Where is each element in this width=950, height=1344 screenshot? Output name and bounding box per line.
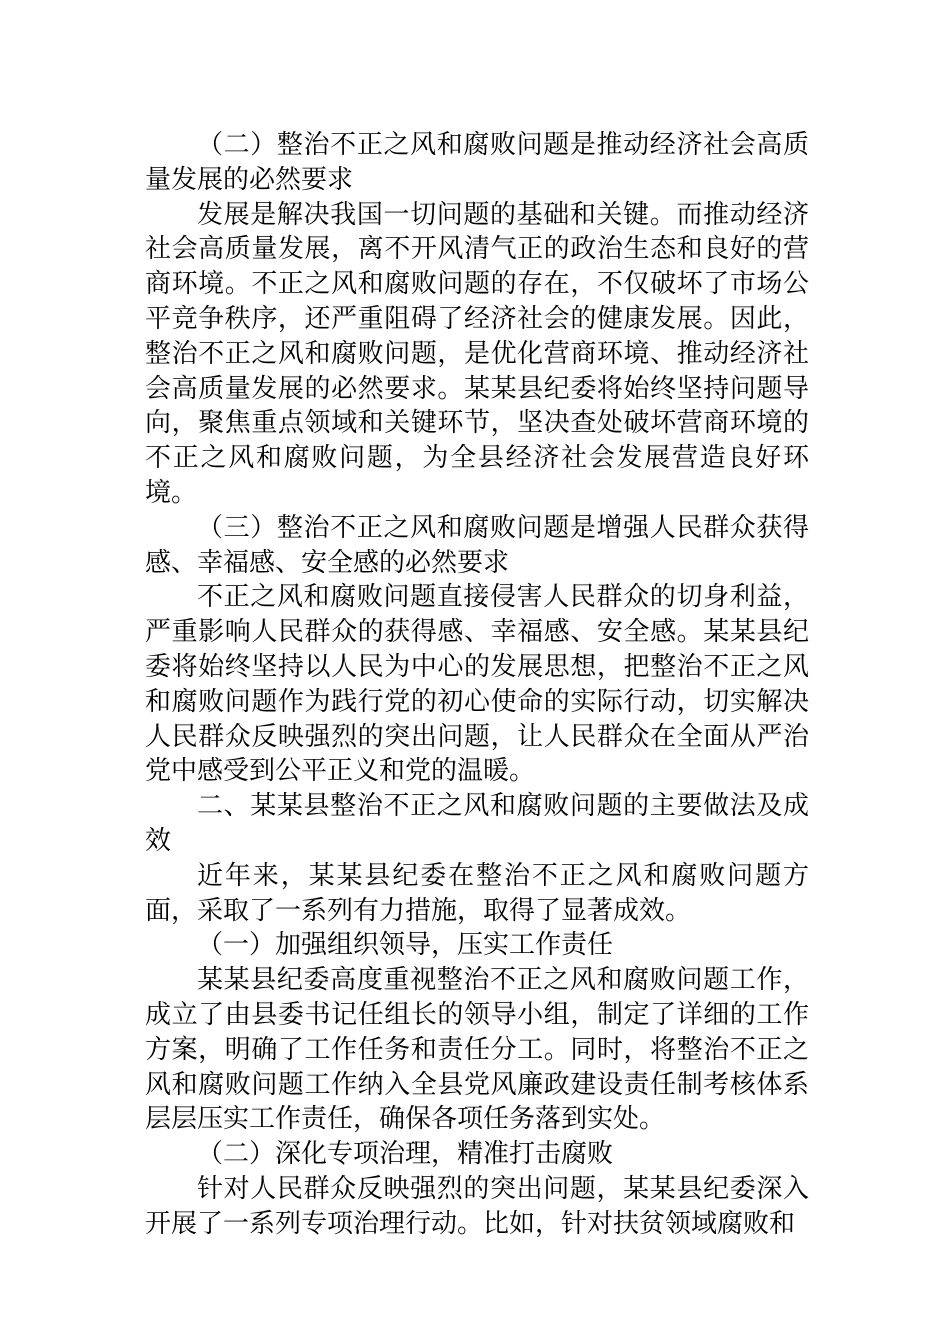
section-subheading-2b: （二）深化专项治理，精准打击腐败 [197,1139,614,1170]
body-paragraph: 针对人民群众反映强烈的突出问题，某某县纪委深入开展了一系列专项治理行动。比如，针对扶贫领域腐败和 [145,1173,809,1239]
section-subheading-1: （一）加强组织领导，压实工作责任 [197,930,614,961]
document-page [145,128,809,1242]
section-subheading-2: （二）整治不正之风和腐败问题是推动经济社会高质量发展的必然要求 [145,130,809,195]
section-subheading-3: （三）整治不正之风和腐败问题是增强人民群众获得感、幸福感、安全感的必然要求 [145,512,809,578]
body-paragraph: 发展是解决我国一切问题的基础和关键。而推动经济社会高质量发展，离不开风清气正的政治生态和良好的营商环境。不正之风和腐败问题的存在，不仅破坏了市场公平竞争秩序，还严重阻碍了经济社会的健康发展。因此，整治不正之风和腐败问题，是优化营商环境、推动经济社会高质量发展的必然要求。某某县纪委将始终坚持问题导向，聚焦重点领域和关键环节，坚决查处破坏营商环境的不正之风和腐败问题，为全县经济社会发展营造良好环境。 [145,199,809,508]
body-paragraph: 某某县纪委高度重视整治不正之风和腐败问题工作，成立了由县委书记任组长的领导小组，制定了详细的工作方案，明确了工作任务和责任分工。同时，将整治不正之风和腐败问题工作纳入全县党风廉政建设责任制考核体系层层压实工作责任，确保各项任务落到实处。 [145,965,809,1135]
section-heading-2: 二、某某县整治不正之风和腐败问题的主要做法及成效 [145,791,809,856]
body-paragraph: 不正之风和腐败问题直接侵害人民群众的切身利益，严重影响人民群众的获得感、幸福感、安全感。某某县纪委将始终坚持以人民为中心的发展思想，把整治不正之风和腐败问题作为践行党的初心使命的实际行动，切实解决人民群众反映强烈的突出问题，让人民群众在全面从严治党中感受到公平正义和党的温暖。 [145,582,809,787]
body-paragraph: 近年来，某某县纪委在整治不正之风和腐败问题方面，采取了一系列有力措施，取得了显著成效。 [145,860,809,926]
